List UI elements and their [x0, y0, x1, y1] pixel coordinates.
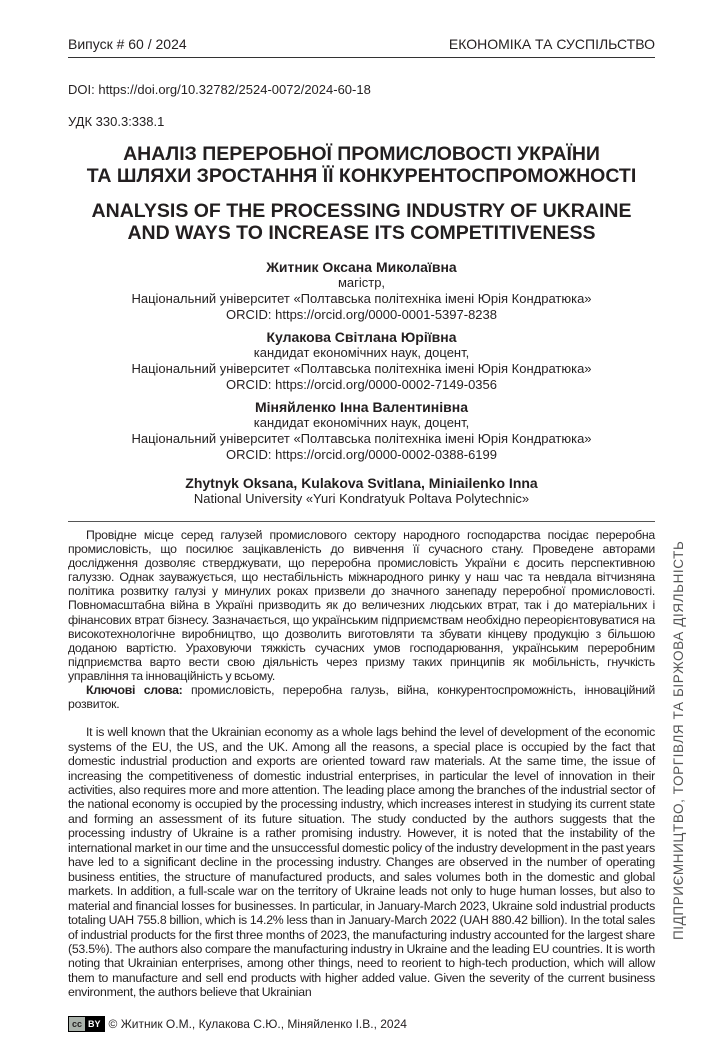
abstract-english	[68, 725, 655, 1000]
journal-name: ЕКОНОМІКА ТА СУСПІЛЬСТВО	[448, 36, 655, 52]
udk-code: УДК 330.3:338.1	[68, 114, 165, 129]
author	[40, 259, 683, 323]
title-ukrainian	[40, 143, 683, 187]
keywords-text: промисловість, переробна галузь, війна, конкурентоспроможність, інноваційний розвиток.	[68, 683, 655, 712]
author	[40, 329, 683, 393]
author-affiliation: Національний університет «Полтавська політехніка імені Юрія Кондратюка»	[131, 361, 592, 376]
author-orcid[interactable]: ORCID: https://orcid.org/0000-0002-7149-0356	[226, 377, 497, 392]
by-mark: BY	[85, 1017, 104, 1031]
author-names-en: Zhytnyk Oksana, Kulakova Svitlana, Miniailenko Inna	[185, 475, 538, 491]
author-orcid[interactable]: ORCID: https://orcid.org/0000-0001-5397-8238	[226, 307, 497, 322]
doi[interactable]: DOI: https://doi.org/10.32782/2524-0072/2024-60-18	[68, 82, 371, 97]
cc-mark: cc	[69, 1017, 85, 1031]
authors-english	[40, 475, 683, 507]
author-degree: кандидат економічних наук, доцент,	[253, 415, 470, 430]
abstract-ukrainian	[68, 528, 655, 711]
copyright: © Житник О.М., Кулакова С.Ю., Міняйленко І.В., 2024	[108, 1016, 407, 1031]
title-english	[40, 200, 683, 244]
author-affiliation: Національний університет «Полтавська політехніка імені Юрія Кондратюка»	[131, 431, 592, 446]
section-side-label: ПІДПРИЄМНИЦТВО, ТОРГІВЛЯ ТА БІРЖОВА ДІЯЛЬНІСТЬ	[671, 540, 686, 940]
author-name: Житник Оксана Миколаївна	[266, 259, 457, 275]
keywords	[68, 683, 655, 711]
abstract-divider	[68, 521, 655, 522]
authors-list	[40, 259, 683, 463]
abstract-text: It is well known that the Ukrainian economy as a whole lags behind the level of development of the economic systems of the EU, the US, and the UK. Among all the reasons, a special place is occupied by the fact that domestic industrial production and exports are oriented toward raw materials. At the same time, the issue of increasing the competitiveness of domestic industrial enterprises, in particular the level of innovation in their activities, also requires more and more attention. The leading place among the branches of the industrial sector of the national economy is occupied by the processing industry, which increases interest in studying its current state and forming an assessment of its future situation. The study conducted by the authors suggests that the processing industry of Ukraine is a rather promising industry. However, it is noted that the instability of the international market in our time and the unsuccessful domestic policy of the industry development in the past years have led to a significant decline in the processing industry. Changes are observed in the number of operating business entities, the structure of manufactured products, and sales volumes both in the domestic and global markets. In addition, a full-scale war on the territory of Ukraine leads not only to huge human losses, but also to material and financial losses for businesses. In particular, in January-March 2023, Ukraine sold industrial products totaling UAH 755.8 billion, which is 14.2% less than in January-March 2022 (UAH 880.42 billion). In the total sales of industrial products for the first three months of 2023, the manufacturing industry accounted for the largest share (53.5%). The authors also compare the manufacturing industry in Ukraine and the leading EU countries. It is worth noting that Ukrainian enterprises, among other things, need to reorient to high-tech production, which will allow them to manufacture and sell end products with higher added value. Given the severity of the current business environment, the authors believe that Ukrainian	[68, 725, 655, 1000]
author-orcid[interactable]: ORCID: https://orcid.org/0000-0002-0388-6199	[226, 447, 497, 462]
author	[40, 399, 683, 463]
affiliation-en: National University «Yuri Kondratyuk Poltava Polytechnic»	[193, 491, 530, 506]
title-line: АНАЛІЗ ПЕРЕРОБНОЇ ПРОМИСЛОВОСТІ УКРАЇНИ	[123, 143, 600, 165]
author-name: Кулакова Світлана Юріївна	[266, 329, 457, 345]
abstract-text: Провідне місце серед галузей промислового сектору народного господарства посідає переробна промисловість, що посилює зацікавленість до вивчення її сучасного стану. Проведене авторами дослідження дозволяє стверджувати, що переробна промисловість України є досить перспективною галуззю. Однак зауважується, що нестабільність міжнародного ринку у наш час та невдала вітчизняна політика розвитку галузі у минулих роках призвели до значного занепаду переробної промисловості. Повномасштабна війна в Україні призводить як до величезних людських втрат, так і до матеріальних і фінансових втрат бізнесу. Зазначається, що українським підприємствам необхідно переорієнтовуватися на високотехнологічне виробництво, що дозволить виготовляти та збувати кінцеву продукцію з більшою доданою вартістю. Ураховуючи тяжкість сучасних умов господарювання, українським переробним підприємства варто вести свою діяльність через призму таких принципів як мобільність, гнучкість управління та інноваційність у всьому.	[68, 528, 655, 683]
author-degree: магістр,	[337, 275, 386, 290]
keywords-label: Ключові слова:	[86, 683, 183, 698]
author-degree: кандидат економічних наук, доцент,	[253, 345, 470, 360]
title-line: AND WAYS TO INCREASE ITS COMPETITIVENESS	[127, 222, 596, 244]
issue-number: Випуск # 60 / 2024	[68, 36, 187, 52]
title-line: ANALYSIS OF THE PROCESSING INDUSTRY OF UKRAINE	[91, 200, 632, 222]
author-affiliation: Національний університет «Полтавська політехніка імені Юрія Кондратюка»	[131, 291, 592, 306]
header-divider	[68, 57, 655, 58]
author-name: Міняйленко Інна Валентинівна	[255, 399, 468, 415]
running-header	[68, 36, 655, 52]
title-line: ТА ШЛЯХИ ЗРОСТАННЯ ЇЇ КОНКУРЕНТОСПРОМОЖНОСТІ	[86, 165, 637, 187]
